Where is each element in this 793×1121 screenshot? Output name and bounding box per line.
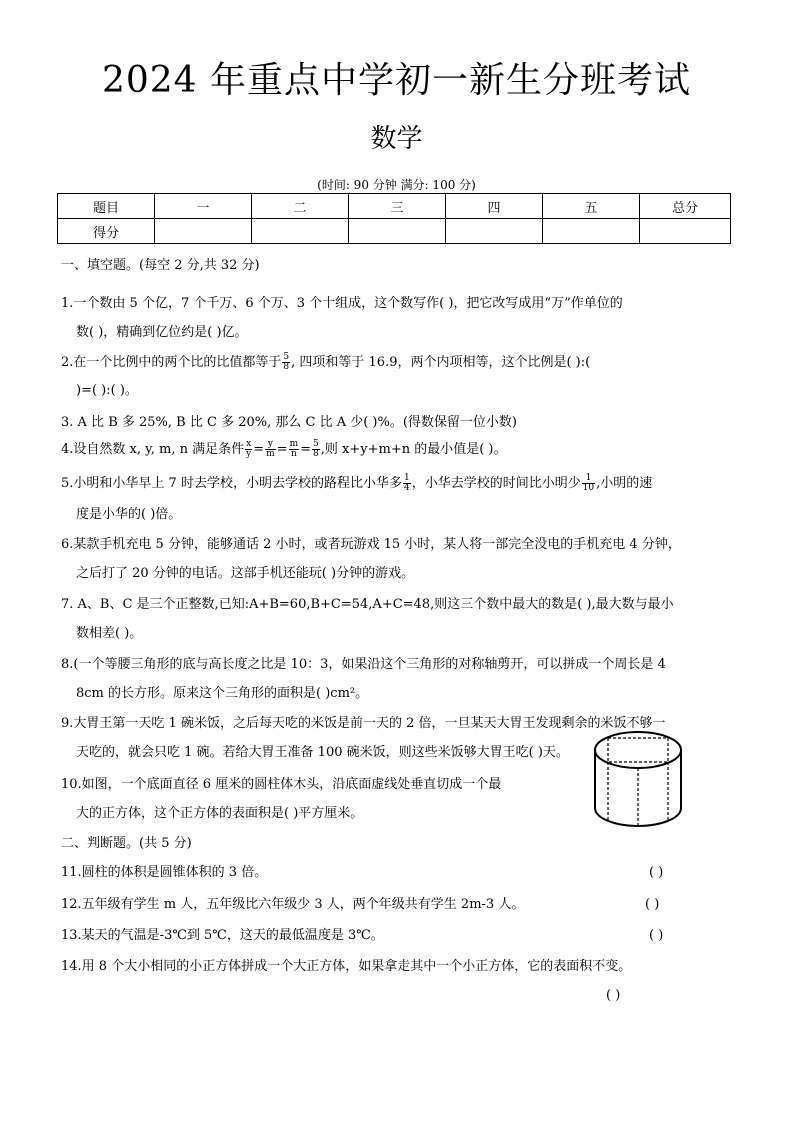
denominator: y [246, 449, 252, 459]
score-cell: 三 [349, 194, 446, 219]
numerator: x [246, 439, 252, 449]
numerator: 5 [283, 352, 290, 362]
score-entry-cell [252, 219, 349, 244]
answer-parentheses[interactable]: ( ) [606, 988, 621, 1003]
question-line: )=( ):( )。 [76, 383, 138, 398]
score-table-score-row [58, 219, 731, 244]
fraction [582, 474, 595, 493]
score-cell: 题目 [58, 194, 155, 219]
equals-sign: = [276, 442, 288, 457]
question-line: 天吃的，就会只吃 1 碗。若给大胃王准备 100 碗米饭，则这些米饭够大胃王吃( )天。 [76, 745, 569, 760]
question-line: 9.大胃王第一天吃 1 碗米饭，之后每天吃的米饭是前一天的 2 倍，一旦某天大胃王发现剩余的米饭不够一 [61, 716, 666, 731]
answer-parentheses[interactable]: ( ) [649, 928, 664, 943]
score-cell: 总分 [640, 194, 731, 219]
question-line: 7. A、B、C 是三个正整数,已知:A+B=60,B+C=54,A+C=48,则这三个数中最大的数是( ),最大数与最小 [61, 597, 674, 612]
fraction [403, 474, 411, 493]
question-line [61, 353, 590, 372]
question-line: 6.某款手机充电 5 分钟，能够通话 2 小时，或者玩游戏 15 小时，某人将一部完全没电的手机充电 4 分钟， [61, 537, 681, 552]
question-line: 8cm 的长方形。原来这个三角形的面积是( )cm²。 [76, 686, 369, 701]
question-line: 1.一个数由 5 个亿，7 个千万、6 个万、3 个十组成，这个数写作( )，把它改写成用“万”作单位的 [61, 296, 623, 311]
section-heading: 二、判断题。(共 5 分) [61, 836, 192, 851]
score-entry-cell [155, 219, 252, 244]
question-line: 大的正方体，这个正方体的表面积是( )平方厘米。 [76, 806, 364, 821]
score-cell: 五 [543, 194, 640, 219]
denominator: n [290, 449, 297, 459]
question-text: 5.小明和小华早上 7 时去学校，小明去学校的路程比小华多 [61, 476, 402, 491]
score-entry-cell [543, 219, 640, 244]
question-line [61, 474, 652, 493]
question-line: 12.五年级有学生 m 人，五年级比六年级少 3 人，两个年级共有学生 2m-3 人。 [61, 897, 525, 912]
equals-sign: = [253, 442, 265, 457]
exam-title: 2024 年重点中学初一新生分班考试 [101, 60, 692, 101]
question-text: , 四项和等于 16.9，两个内项相等，这个比例是( ):( [291, 355, 591, 370]
question-line: 数相差( )。 [76, 626, 143, 641]
question-line: 3. A 比 B 多 25%, B 比 C 多 20%, 那么 C 比 A 少( )%。(得数保留一位小数) [61, 415, 517, 430]
fraction [289, 440, 300, 459]
denominator: 8 [283, 362, 290, 372]
time-info: (时间: 90 分钟 满分: 100 分) [317, 178, 476, 192]
question-text: ,小明的速 [596, 476, 653, 491]
score-cell: 四 [446, 194, 543, 219]
section-heading: 一、填空题。(每空 2 分,共 32 分) [61, 258, 260, 273]
question-line: 数( )，精确到亿位约是( )亿。 [76, 325, 248, 340]
score-cell: 得分 [58, 219, 155, 244]
denominator: m [266, 449, 275, 459]
question-line: 之后打了 20 分钟的电话。这部手机还能玩( )分钟的游戏。 [76, 566, 415, 581]
question-line: 11.圆柱的体积是圆锥体积的 3 倍。 [61, 865, 268, 880]
fraction [282, 353, 290, 372]
fraction [312, 440, 320, 459]
equals-sign: = [300, 442, 312, 457]
score-cell: 二 [252, 194, 349, 219]
fraction [265, 440, 276, 459]
score-table-header-row [58, 194, 731, 219]
numerator: y [265, 440, 276, 450]
question-line: 14.用 8 个大小相同的小正方体拼成一个大正方体，如果拿走其中一个小正方体，它的表面积不变。 [61, 959, 632, 974]
denominator: 10 [582, 483, 595, 493]
score-entry-cell [640, 219, 731, 244]
denominator: 8 [313, 449, 319, 459]
question-text: 4.设自然数 x, y, m, n 满足条件 [61, 442, 245, 457]
denominator: 4 [403, 483, 410, 493]
numerator: 1 [582, 474, 595, 484]
score-table [57, 193, 731, 244]
subject-title: 数学 [370, 124, 423, 154]
numerator: m [289, 439, 299, 449]
question-line: 13.某天的气温是-3℃到 5℃，这天的最低温度是 3℃。 [61, 928, 384, 943]
score-cell: 一 [155, 194, 252, 219]
numerator: 5 [313, 439, 319, 449]
question-line: 8.(一个等腰三角形的底与高长度之比是 10：3，如果沿这个三角形的对称轴剪开，可以拼成一个周长是 4 [61, 657, 666, 672]
answer-parentheses[interactable]: ( ) [645, 897, 660, 912]
score-entry-cell [446, 219, 543, 244]
score-entry-cell [349, 219, 446, 244]
question-line: 度是小华的( )倍。 [76, 507, 182, 522]
fraction [245, 440, 252, 459]
question-line [61, 440, 507, 459]
question-text: ,则 x+y+m+n 的最小值是( )。 [320, 442, 507, 457]
answer-parentheses[interactable]: ( ) [649, 865, 664, 880]
cylinder-figure [592, 728, 688, 828]
question-text: ，小华去学校的时间比小明少 [411, 476, 581, 491]
numerator: 1 [403, 473, 410, 483]
question-text: 2.在一个比例中的两个比的比值都等于 [61, 355, 282, 370]
question-line: 10.如图，一个底面直径 6 厘米的圆柱体木头，沿底面虚线处垂直切成一个最 [61, 777, 502, 792]
